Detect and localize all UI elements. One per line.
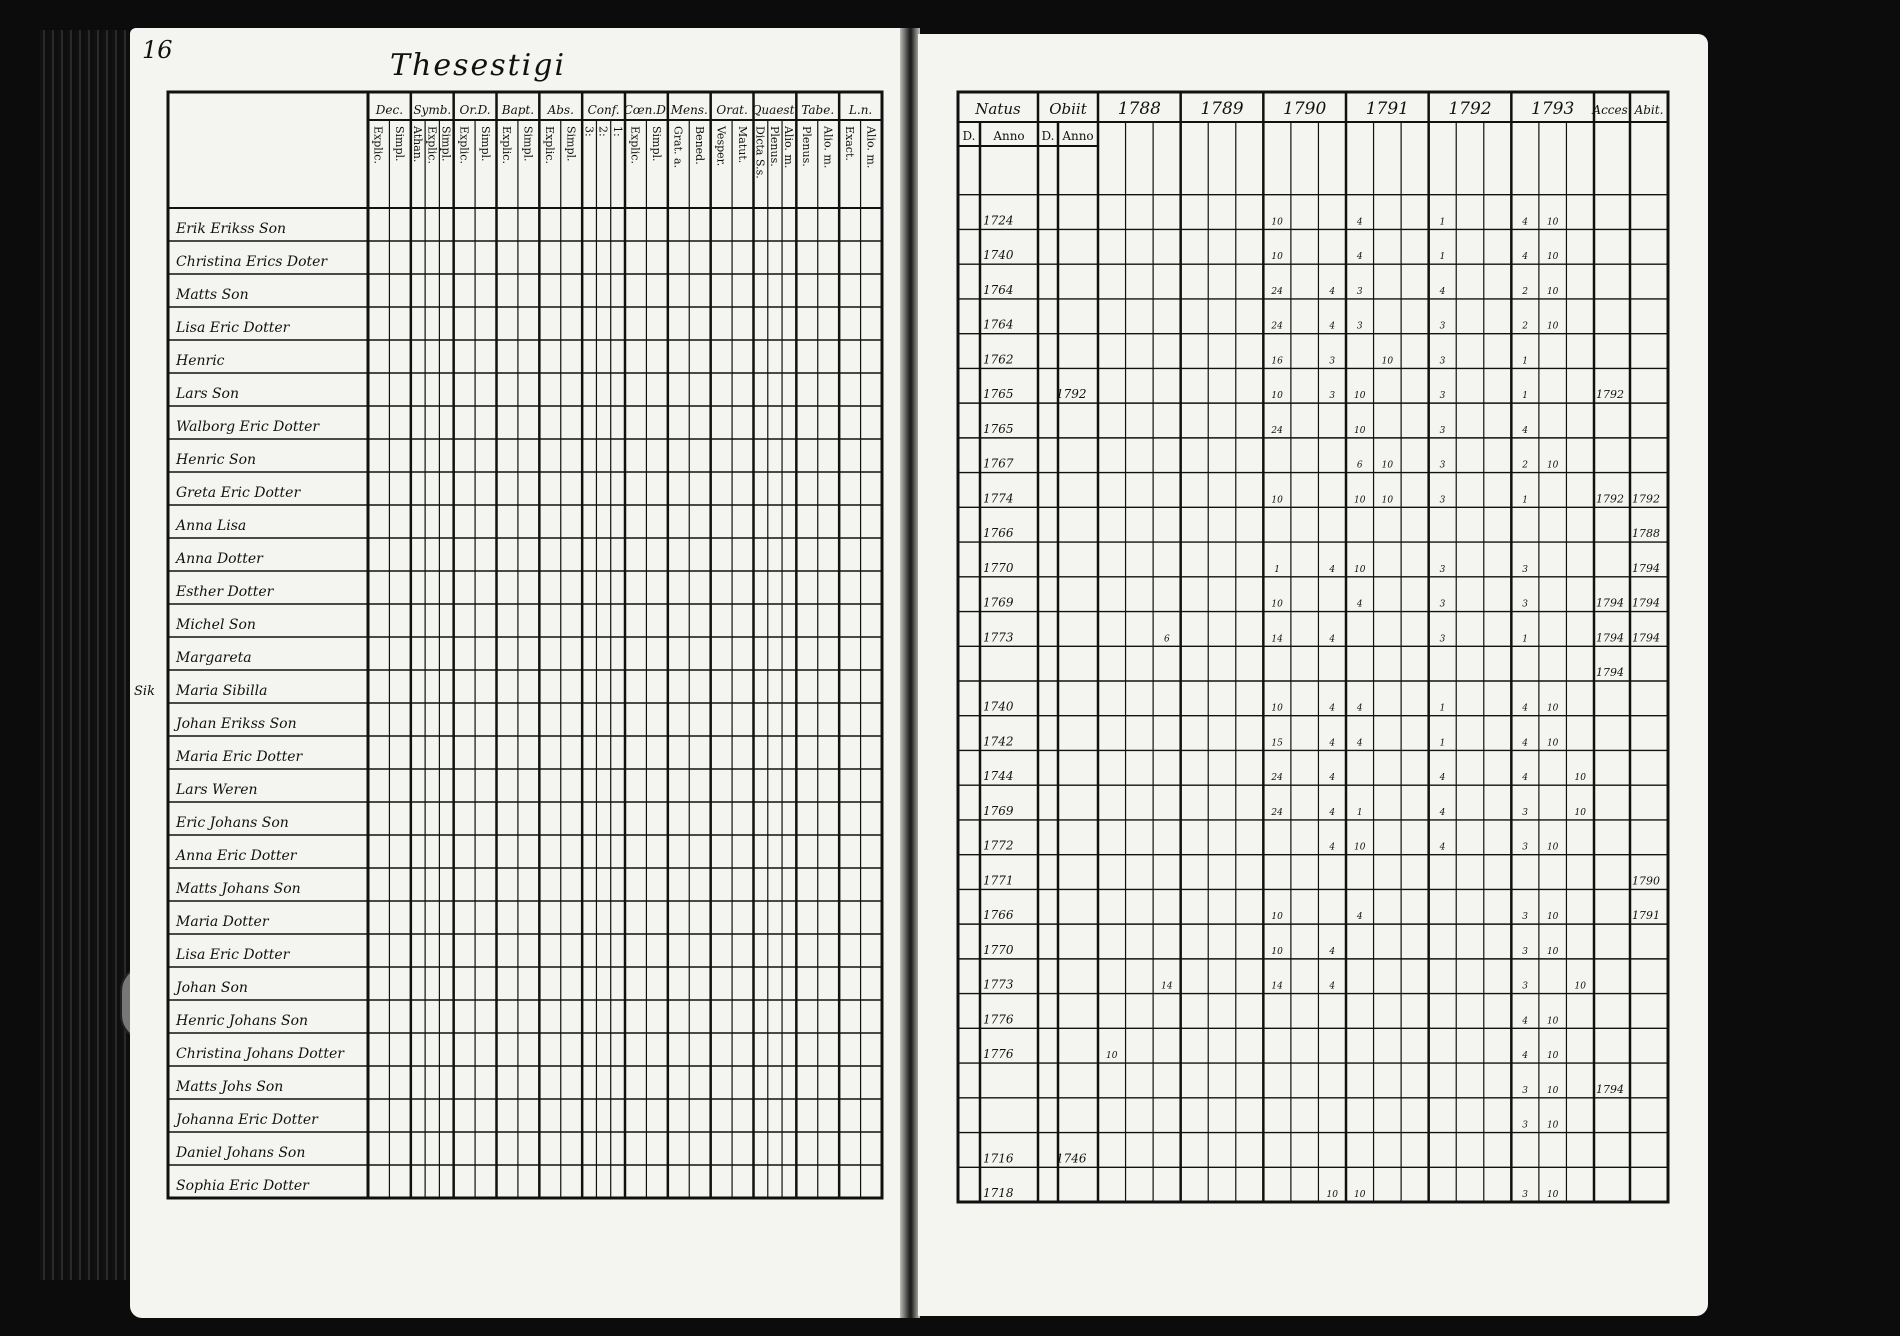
register-name: Matts Johans Son	[176, 881, 301, 897]
register-name: Lisa Eric Dotter	[176, 947, 290, 963]
birth-year: 1769	[983, 803, 1014, 818]
birth-year: 1774	[983, 491, 1014, 506]
right-page	[918, 34, 1708, 1316]
exam-mark: 14	[1271, 981, 1283, 992]
birth-year: 1716	[983, 1151, 1014, 1166]
exam-mark: 1	[1274, 564, 1280, 575]
birth-year: 1744	[983, 769, 1014, 784]
exam-mark: 3	[1522, 912, 1528, 923]
exam-mark: 4	[1329, 738, 1336, 749]
exam-mark: 14	[1271, 634, 1283, 645]
exam-mark: 1	[1522, 495, 1528, 506]
exam-mark: 2	[1522, 286, 1528, 297]
register-name: Maria Sibilla	[176, 683, 268, 699]
exam-mark: 1	[1356, 807, 1363, 818]
book-gutter	[900, 28, 920, 1318]
exam-mark: 10	[1354, 842, 1366, 853]
exam-mark: 4	[1329, 981, 1336, 992]
exam-mark: 4	[1329, 634, 1336, 645]
exam-mark: 4	[1356, 217, 1363, 228]
exam-mark: 1	[1522, 634, 1528, 645]
exam-mark: 3	[1439, 495, 1446, 506]
exam-mark: 3	[1522, 807, 1528, 818]
subcolumn-header: Explic.	[425, 126, 439, 164]
subcolumn-header: Vesper.	[714, 126, 728, 167]
exam-mark: 4	[1329, 773, 1336, 784]
column-header: Quaest.	[751, 103, 799, 117]
column-header: Abs.	[547, 103, 574, 117]
subcolumn-header: Simpl.	[439, 126, 453, 162]
column-header: Conf.	[587, 103, 620, 117]
abit-year: 1794	[1632, 631, 1660, 645]
exam-mark: 3	[1439, 599, 1446, 610]
exam-mark: 3	[1329, 356, 1336, 367]
register-name: Henric Johans Son	[176, 1013, 309, 1029]
register-name: Christina Erics Doter	[176, 254, 328, 270]
abit-year: 1794	[1632, 596, 1660, 610]
acces-header: Acces.	[1592, 103, 1632, 117]
register-name: Erik Erikss Son	[176, 221, 287, 237]
subcolumn-header: Simpl.	[564, 126, 578, 162]
year-header: 1789	[1200, 99, 1244, 119]
death-year: 1792	[1056, 387, 1087, 402]
exam-mark: 3	[1439, 321, 1446, 332]
subcolumn-header: Simpl.	[650, 126, 664, 162]
register-name: Lisa Eric Dotter	[176, 320, 290, 336]
exam-mark: 3	[1522, 564, 1528, 575]
subcolumn-header: Dicta S.s.	[753, 126, 767, 179]
register-name: Maria Dotter	[176, 914, 269, 930]
exam-mark: 4	[1329, 807, 1336, 818]
exam-mark: 24	[1271, 807, 1283, 818]
column-header: Or.D.	[459, 103, 491, 117]
register-name: Henric Son	[176, 452, 257, 468]
exam-mark: 3	[1439, 425, 1446, 436]
exam-mark: 10	[1271, 946, 1283, 957]
register-name: Margareta	[176, 650, 252, 666]
subcolumn-header: Simpl.	[478, 126, 492, 162]
register-name: Matts Johs Son	[176, 1079, 284, 1095]
exam-mark: 10	[1354, 391, 1366, 402]
abit-year: 1791	[1632, 909, 1660, 923]
birth-year: 1766	[983, 908, 1014, 923]
subcolumn-header: Matut.	[735, 126, 749, 164]
year-header: 1788	[1117, 99, 1161, 119]
acces-year: 1794	[1596, 1082, 1624, 1096]
exam-mark: 4	[1356, 912, 1363, 923]
column-header: Tabe.	[801, 103, 835, 117]
exam-mark: 10	[1546, 460, 1559, 471]
exam-mark: 15	[1271, 738, 1283, 749]
exam-mark: 10	[1574, 807, 1586, 818]
exam-mark: 4	[1522, 252, 1528, 263]
birth-year: 1770	[983, 560, 1014, 575]
exam-mark: 24	[1271, 321, 1283, 332]
subcolumn-header: 3:	[582, 126, 596, 137]
exam-mark: 4	[1522, 1051, 1528, 1062]
exam-mark: 10	[1546, 321, 1559, 332]
acces-year: 1792	[1596, 388, 1624, 402]
exam-mark: 10	[1381, 356, 1394, 367]
natus-anno-header: Anno	[993, 129, 1025, 143]
column-header: Cœn.D.	[623, 103, 670, 117]
exam-mark: 10	[1546, 1016, 1559, 1027]
exam-mark: 6	[1356, 460, 1363, 471]
natus-header: Natus	[975, 100, 1021, 118]
obiit-header: Obiit	[1049, 100, 1087, 118]
subcolumn-header: Plenus.	[767, 126, 781, 167]
subcolumn-header: Athan.	[410, 126, 424, 163]
birth-year: 1770	[983, 942, 1014, 957]
exam-mark: 4	[1329, 286, 1336, 297]
exam-mark: 10	[1546, 703, 1559, 714]
exam-mark: 3	[1329, 391, 1336, 402]
column-header: Orat.	[716, 103, 748, 117]
exam-mark: 10	[1354, 425, 1366, 436]
birth-year: 1766	[983, 526, 1014, 541]
exam-mark: 10	[1271, 912, 1283, 923]
exam-mark: 10	[1271, 391, 1283, 402]
register-name: Johan Erikss Son	[176, 716, 297, 732]
abit-year: 1790	[1632, 874, 1660, 888]
register-name: Maria Eric Dotter	[176, 749, 303, 765]
subcolumn-header: Grat. a.	[671, 126, 685, 169]
exam-mark: 2	[1522, 321, 1528, 332]
exam-mark: 4	[1522, 773, 1528, 784]
exam-mark: 3	[1522, 1120, 1528, 1131]
acces-year: 1792	[1596, 492, 1624, 506]
birth-year: 1773	[983, 977, 1014, 992]
natus-d-header: D.	[962, 129, 976, 143]
subcolumn-header: Simpl.	[393, 126, 407, 162]
birth-year: 1767	[983, 456, 1014, 471]
birth-year: 1769	[983, 595, 1014, 610]
exam-mark: 4	[1329, 564, 1336, 575]
exam-mark: 4	[1439, 773, 1446, 784]
exam-mark: 10	[1271, 495, 1283, 506]
exam-mark: 3	[1522, 981, 1528, 992]
exam-mark: 10	[1354, 564, 1366, 575]
exam-mark: 3	[1522, 1085, 1528, 1096]
subcolumn-header: Explic.	[628, 126, 642, 164]
exam-mark: 3	[1439, 460, 1446, 471]
obiit-anno-header: Anno	[1062, 129, 1094, 143]
subcolumn-header: Alio. m.	[864, 126, 878, 169]
exam-mark: 14	[1161, 981, 1173, 992]
exam-mark: 3	[1522, 842, 1528, 853]
register-name: Johan Son	[176, 980, 248, 996]
exam-mark: 10	[1546, 1051, 1559, 1062]
exam-mark: 3	[1522, 1190, 1528, 1200]
exam-mark: 10	[1106, 1051, 1118, 1062]
exam-mark: 16	[1271, 356, 1283, 367]
exam-mark: 4	[1356, 703, 1363, 714]
exam-mark: 4	[1522, 1016, 1528, 1027]
register-name: Anna Dotter	[176, 551, 263, 567]
column-header: Dec.	[375, 103, 404, 117]
exam-mark: 4	[1439, 286, 1446, 297]
birth-year: 1772	[983, 838, 1014, 853]
exam-mark: 24	[1271, 773, 1283, 784]
exam-mark: 1	[1522, 356, 1528, 367]
column-header: Mens.	[670, 103, 708, 117]
birth-year: 1740	[983, 699, 1014, 714]
exam-mark: 10	[1271, 252, 1283, 263]
subcolumn-header: Plenus.	[800, 126, 814, 167]
exam-mark: 1	[1522, 391, 1528, 402]
exam-mark: 3	[1522, 599, 1528, 610]
exam-mark: 3	[1522, 946, 1528, 957]
exam-mark: 10	[1546, 1120, 1559, 1131]
subcolumn-header: Alio. m.	[782, 126, 796, 169]
left-register-table	[130, 28, 902, 1318]
exam-mark: 3	[1356, 286, 1363, 297]
subcolumn-header: Bened.	[692, 126, 706, 165]
birth-year: 1764	[983, 282, 1014, 297]
exam-mark: 10	[1546, 912, 1559, 923]
exam-mark: 1	[1439, 217, 1446, 228]
exam-mark: 4	[1329, 946, 1336, 957]
register-name: Anna Lisa	[176, 518, 247, 534]
register-name: Daniel Johans Son	[176, 1145, 306, 1161]
register-name: Anna Eric Dotter	[176, 848, 297, 864]
exam-mark: 2	[1522, 460, 1528, 471]
subcolumn-header: 2:	[596, 126, 610, 137]
subcolumn-header: Explic.	[371, 126, 385, 164]
obiit-d-header: D.	[1041, 129, 1055, 143]
exam-mark: 10	[1271, 599, 1283, 610]
exam-mark: 10	[1546, 1085, 1559, 1096]
table-frame	[958, 92, 1668, 1202]
exam-mark: 10	[1546, 946, 1559, 957]
left-page	[130, 28, 902, 1318]
exam-mark: 10	[1546, 217, 1559, 228]
exam-mark: 10	[1271, 703, 1283, 714]
year-header: 1791	[1365, 99, 1409, 119]
birth-year: 1765	[983, 421, 1014, 436]
exam-mark: 3	[1439, 634, 1446, 645]
register-name: Christina Johans Dotter	[176, 1046, 344, 1062]
exam-mark: 10	[1354, 495, 1366, 506]
exam-mark: 10	[1546, 1190, 1559, 1200]
exam-mark: 10	[1546, 842, 1559, 853]
acces-year: 1794	[1596, 596, 1624, 610]
exam-mark: 1	[1439, 738, 1446, 749]
abit-header: Abit.	[1634, 103, 1664, 117]
exam-mark: 1	[1439, 703, 1446, 714]
register-name: Johanna Eric Dotter	[176, 1112, 318, 1128]
exam-mark: 4	[1356, 738, 1363, 749]
exam-mark: 4	[1439, 807, 1446, 818]
register-name: Greta Eric Dotter	[176, 485, 301, 501]
birth-year: 1776	[983, 1012, 1014, 1027]
subcolumn-header: Explic.	[500, 126, 514, 164]
exam-mark: 3	[1439, 356, 1446, 367]
birth-year: 1765	[983, 387, 1014, 402]
exam-mark: 24	[1271, 425, 1283, 436]
column-header: Bapt.	[501, 103, 535, 117]
exam-mark: 10	[1546, 738, 1559, 749]
subcolumn-header: Explic.	[543, 126, 557, 164]
exam-mark: 10	[1381, 495, 1394, 506]
exam-mark: 10	[1326, 1190, 1338, 1200]
birth-year: 1764	[983, 317, 1014, 332]
register-name: Walborg Eric Dotter	[176, 419, 320, 435]
exam-mark: 4	[1356, 252, 1363, 263]
exam-mark: 4	[1522, 217, 1528, 228]
exam-mark: 3	[1439, 391, 1446, 402]
register-name: Lars Son	[176, 386, 240, 402]
exam-mark: 3	[1439, 564, 1446, 575]
register-name: Michel Son	[176, 617, 256, 633]
exam-mark: 10	[1354, 1190, 1366, 1200]
birth-year: 1762	[983, 352, 1014, 367]
acces-year: 1794	[1596, 666, 1624, 679]
register-name: Henric	[176, 353, 225, 369]
parish-heading: Thesestigi	[390, 48, 567, 83]
year-header: 1793	[1531, 99, 1575, 119]
abit-year: 1794	[1632, 561, 1660, 575]
exam-mark: 4	[1329, 842, 1336, 853]
margin-note: Sik	[134, 684, 155, 699]
exam-mark: 4	[1356, 599, 1363, 610]
exam-mark: 4	[1439, 842, 1446, 853]
register-name: Sophia Eric Dotter	[176, 1178, 309, 1194]
exam-mark: 3	[1356, 321, 1363, 332]
abit-year: 1792	[1632, 492, 1660, 506]
register-name: Matts Son	[176, 287, 249, 303]
exam-mark: 10	[1574, 773, 1586, 784]
subcolumn-header: Simpl.	[521, 126, 535, 162]
exam-mark: 4	[1522, 703, 1528, 714]
exam-mark: 1	[1439, 252, 1446, 263]
abit-year: 1788	[1632, 527, 1660, 541]
year-header: 1790	[1283, 99, 1327, 119]
birth-year: 1740	[983, 248, 1014, 263]
exam-mark: 10	[1546, 286, 1559, 297]
exam-mark: 24	[1271, 286, 1283, 297]
birth-year: 1742	[983, 734, 1014, 749]
register-name: Eric Johans Son	[176, 815, 289, 831]
birth-year: 1718	[983, 1186, 1014, 1200]
column-header: Symb.	[413, 103, 452, 117]
birth-year: 1773	[983, 630, 1014, 645]
column-header: L.n.	[848, 103, 873, 117]
right-register-table	[918, 34, 1708, 1316]
exam-mark: 4	[1522, 738, 1528, 749]
exam-mark: 4	[1522, 425, 1528, 436]
exam-mark: 6	[1164, 634, 1170, 645]
exam-mark: 10	[1381, 460, 1394, 471]
register-name: Lars Weren	[176, 782, 258, 798]
subcolumn-header: Explic.	[457, 126, 471, 164]
exam-mark: 4	[1329, 703, 1336, 714]
subcolumn-header: 1:	[610, 126, 624, 137]
subcolumn-header: Alio. m.	[821, 126, 835, 169]
register-name: Esther Dotter	[176, 584, 274, 600]
subcolumn-header: Exact.	[842, 126, 856, 161]
folio-number: 16	[142, 36, 173, 64]
acces-year: 1794	[1596, 631, 1624, 645]
year-header: 1792	[1448, 99, 1492, 119]
exam-mark: 4	[1329, 321, 1336, 332]
exam-mark: 10	[1574, 981, 1586, 992]
exam-mark: 10	[1546, 252, 1559, 263]
birth-year: 1776	[983, 1047, 1014, 1062]
exam-mark: 10	[1271, 217, 1283, 228]
death-year: 1746	[1056, 1151, 1087, 1166]
birth-year: 1724	[983, 213, 1014, 228]
birth-year: 1771	[983, 873, 1014, 888]
